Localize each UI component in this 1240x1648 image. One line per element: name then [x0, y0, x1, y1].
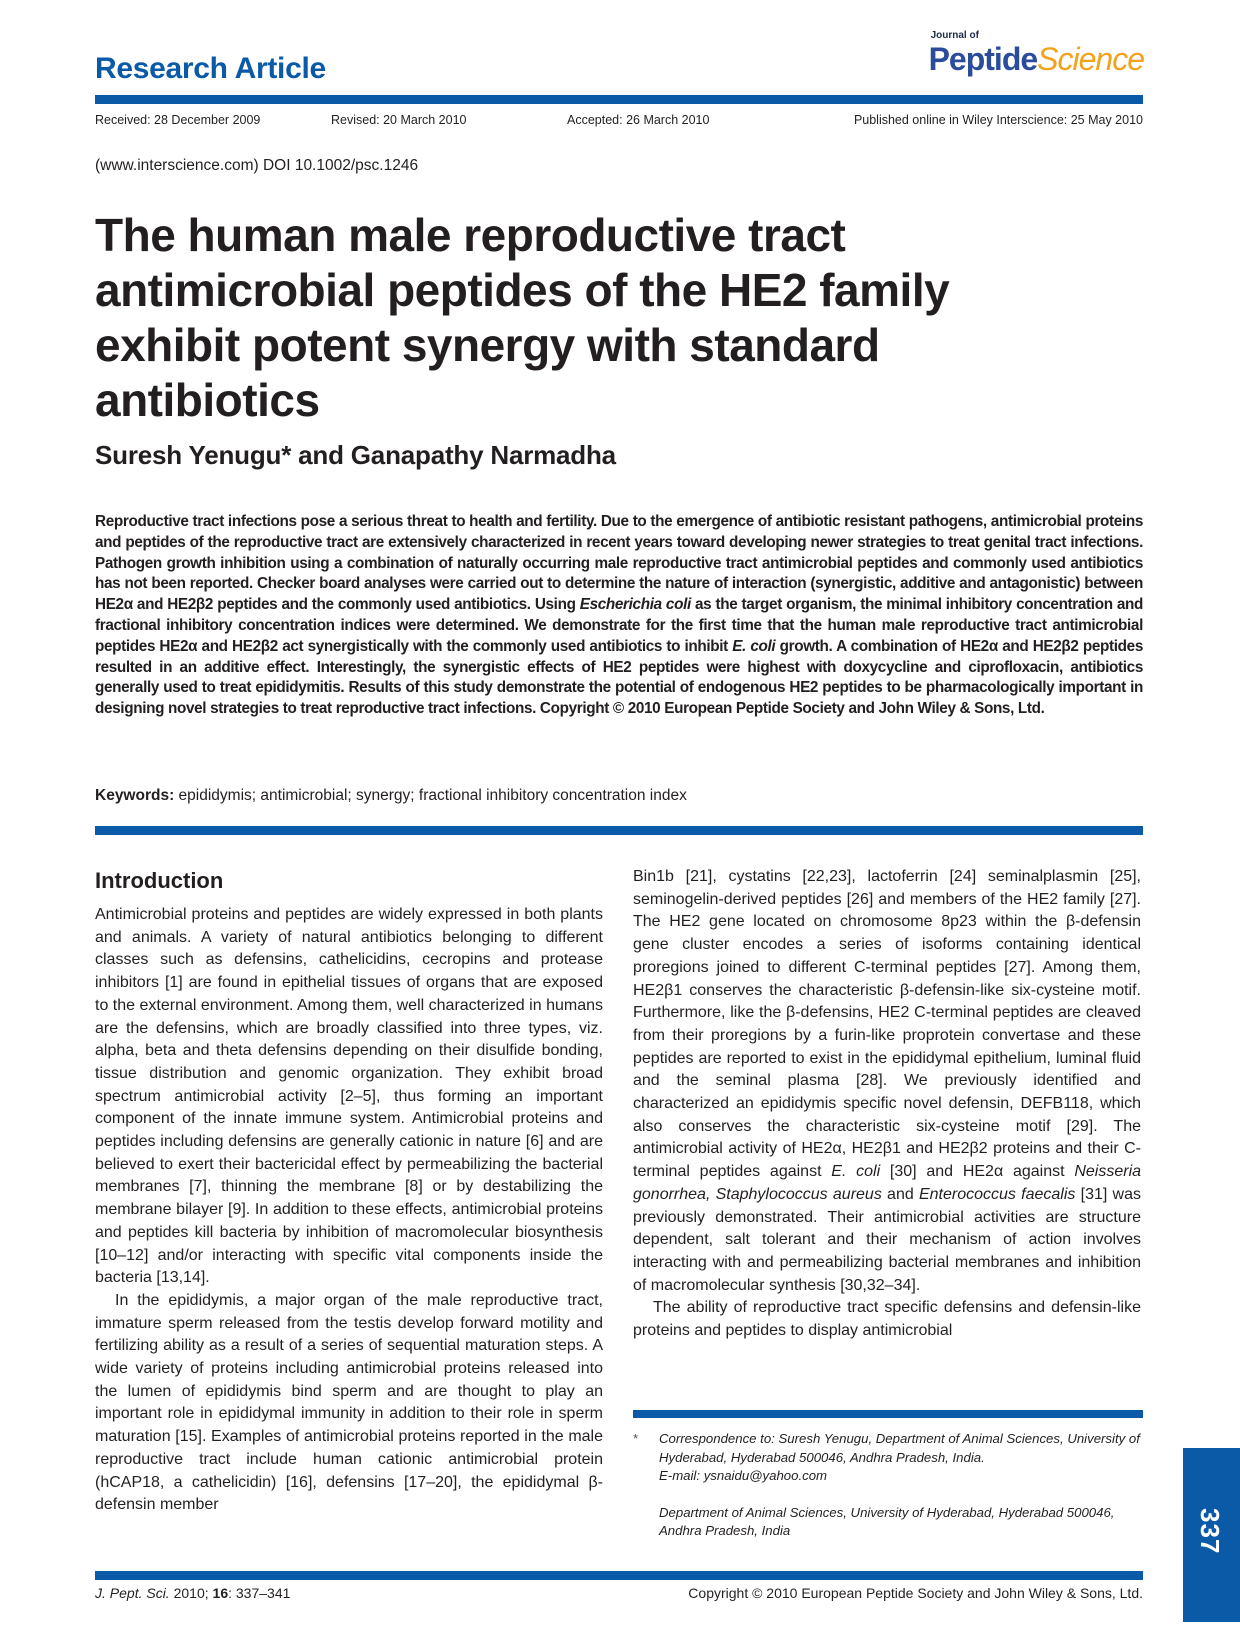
abstract-italic-ecoli: E. coli [732, 637, 776, 655]
published-date: Published online in Wiley Interscience: 25 May 2010 [853, 113, 1143, 127]
intro-p3-text-d: [31] was previously demonstrated. Their antimicrobial activities are structure dependent, salt tolerant and their mechanism of action involves interacting with and permeabilizing bacterial membranes and inhibition of macromolecular synthesis [30,32–34]. [633, 1185, 1141, 1294]
body-column-right [633, 866, 1141, 1343]
keywords-label: Keywords: [95, 787, 175, 804]
footer-volume: 16 [212, 1585, 229, 1601]
keywords-value: epididymis; antimicrobial; synergy; fractional inhibitory concentration index [174, 787, 687, 804]
correspondence-affiliation: Department of Animal Sciences, University of Hyderabad, Hyderabad 500046, Andhra Pradesh, India [659, 1504, 1115, 1538]
intro-p3-text-c: and [881, 1185, 919, 1203]
footer-citation [95, 1585, 290, 1601]
doi-link[interactable]: (www.interscience.com) DOI 10.1002/psc.1246 [95, 157, 419, 174]
accepted-date: Accepted: 26 March 2010 [567, 113, 710, 127]
correspondence-email[interactable]: E-mail: ysnaidu@yahoo.com [659, 1468, 828, 1483]
footer-pages: : 337–341 [228, 1585, 291, 1601]
intro-p3-italic-entero: Enterococcus faecalis [918, 1185, 1076, 1203]
intro-paragraph-1: Antimicrobial proteins and peptides are widely expressed in both plants and animals. A variety of natural antibiotics belonging to different classes such as defensins, cathelicidins, cecropins and protease inhibitors [1] are found in epithelial tissues of organs that are exposed to the external environment. Among them, well characterized in humans are the defensins, which are broadly classified into three types, viz. alpha, beta and theta defensins depending on their disulfide bonding, tissue distribution and genomic organization. They exhibit broad spectrum antimicrobial activity [2–5], thus forming an important component of the innate immune system. Antimicrobial proteins and peptides including defensins are generally cationic in nature [6] and are believed to exert their bactericidal effect by permeabilizing the bacterial membranes [7], thinning the membrane [8] or by destabilizing the membrane bilayer [9]. In addition to these effects, antimicrobial proteins and peptides kill bacteria by inhibition of macromolecular biosynthesis [10–12] and/or interacting with specific vital components inside the bacteria [13,14]. [95, 906, 603, 1287]
journal-logo-prefix: Journal of [930, 30, 979, 41]
received-date: Received: 28 December 2009 [95, 113, 261, 127]
keywords [95, 787, 687, 805]
abstract-text-1: Reproductive tract infections pose a serious threat to health and fertility. Due to the emergence of antibiotic resistant pathogens, antimicrobial proteins and peptides of the reproductive tract are extensively characterized in recent years toward developing newer strategies to treat genital tract infections. Pathogen growth inhibition using a combination of naturally occurring male reproductive tract antimicrobial peptides and commonly used antibiotics has not been reported. Checker board analyses were carried out to determine the nature of interaction (synergistic, additive and antagonistic) between HE2α and HE2β2 peptides and the commonly used antibiotics. Using [95, 513, 1143, 614]
footer-divider-bar [95, 1571, 1143, 1580]
header-divider-bar [95, 95, 1143, 104]
intro-paragraph-4: The ability of reproductive tract specific defensins and defensin-like proteins and peptides to display antimicrobial [633, 1299, 1141, 1340]
correspondence-text: Correspondence to: Suresh Yenugu, Department of Animal Sciences, University of Hyderabad, Hyderabad 500046, Andhra Pradesh, India. [659, 1431, 1140, 1465]
journal-logo-name-part1: Peptide [928, 41, 1038, 77]
section-divider-bar [95, 826, 1143, 835]
intro-p3-italic-neisseria: Neisseria gonorrhea, Staphylococcus aureus [633, 1163, 1142, 1203]
article-authors: Suresh Yenugu* and Ganapathy Narmadha [95, 440, 616, 470]
intro-p3-text-b: [30] and HE2α against [880, 1163, 1075, 1181]
abstract [95, 512, 1143, 720]
journal-logo [929, 30, 1144, 78]
abstract-italic-organism: Escherichia coli [579, 596, 691, 614]
intro-paragraph-2: In the epididymis, a major organ of the male reproductive tract, immature sperm released from the testis develop forward motility and fertilizing ability as a result of a series of sequential maturation steps. A wide variety of proteins including antimicrobial proteins released into the lumen of epididymis bind sperm and are thought to play an important role in epididymal immunity in addition to their role in sperm maturation [15]. Examples of antimicrobial proteins reported in the male reproductive tract include human cationic antimicrobial protein (hCAP18, a cathelicidin) [16], defensins [17–20], the epididymal β-defensin member [95, 1291, 603, 1514]
intro-p3-text-a: Bin1b [21], cystatins [22,23], lactoferrin [24] seminalplasmin [25], seminogelin-derived peptides [26] and members of the HE2 family [27]. The HE2 gene located on chromosome 8p23 within the β-defensin gene cluster encodes a series of isoforms containing identical proregions joined to different C-terminal peptides [27]. Among them, HE2β1 conserves the characteristic β-defensin-like six-cysteine motif. Furthermore, like the β-defensins, HE2 C-terminal peptides are cleaved from their proregions by a furin-like proprotein convertase and these peptides are reported to exist in the epididymal epithelium, luminal fluid and the seminal plasma [28]. We previously identified and characterized an epididymis specific novel defensin, DEFB118, which also conserves the characteristic six-cysteine motif [29]. The antimicrobial activity of HE2α, HE2β1 and HE2β2 proteins and their C-terminal peptides against [633, 868, 1141, 1181]
intro-p3-italic-ecoli: E. coli [831, 1163, 881, 1181]
body-column-left [95, 868, 603, 1517]
introduction-heading: Introduction [95, 868, 224, 893]
journal-logo-name-part2: Science [1037, 41, 1144, 77]
intro-paragraph-3 [633, 866, 1141, 1297]
correspondence-note [633, 1430, 1143, 1541]
footer-journal-abbrev: J. Pept. Sci. [95, 1585, 170, 1601]
article-title: The human male reproductive tract antimicrobial peptides of the HE2 family exhibit potent synergy with standard antibiotics [95, 209, 950, 426]
abstract-text-2: as the target organism, the minimal inhibitory concentration and fractional inhibitory concentration indices were determined. We demonstrate for the first time that the human male reproductive tract antimicrobial peptides HE2α and HE2β2 act synergistically with the commonly used antibiotics to inhibit [95, 596, 1143, 655]
footer-copyright: Copyright © 2010 European Peptide Society and John Wiley & Sons, Ltd. [688, 1585, 1143, 1601]
abstract-text-3: growth. A combination of HE2α and HE2β2 peptides resulted in an additive effect. Interestingly, the synergistic effects of HE2 peptides were highest with doxycycline and ciprofloxacin, antibiotics generally used to treat epididymitis. Results of this study demonstrate the potential of endogenous HE2 peptides to be pharmacologically important in designing novel strategies to treat reproductive tract infections. Copyright © 2010 European Peptide Society and John Wiley & Sons, Ltd. [95, 637, 1143, 718]
correspondence-divider-bar [633, 1410, 1143, 1418]
page-number-tab [1183, 1448, 1240, 1622]
correspondence-marker: * [633, 1431, 639, 1446]
section-label: Research Article [95, 52, 326, 85]
footer-year: 2010; [169, 1585, 213, 1601]
page-number: 337 [1195, 1508, 1225, 1555]
revised-date: Revised: 20 March 2010 [331, 113, 467, 127]
